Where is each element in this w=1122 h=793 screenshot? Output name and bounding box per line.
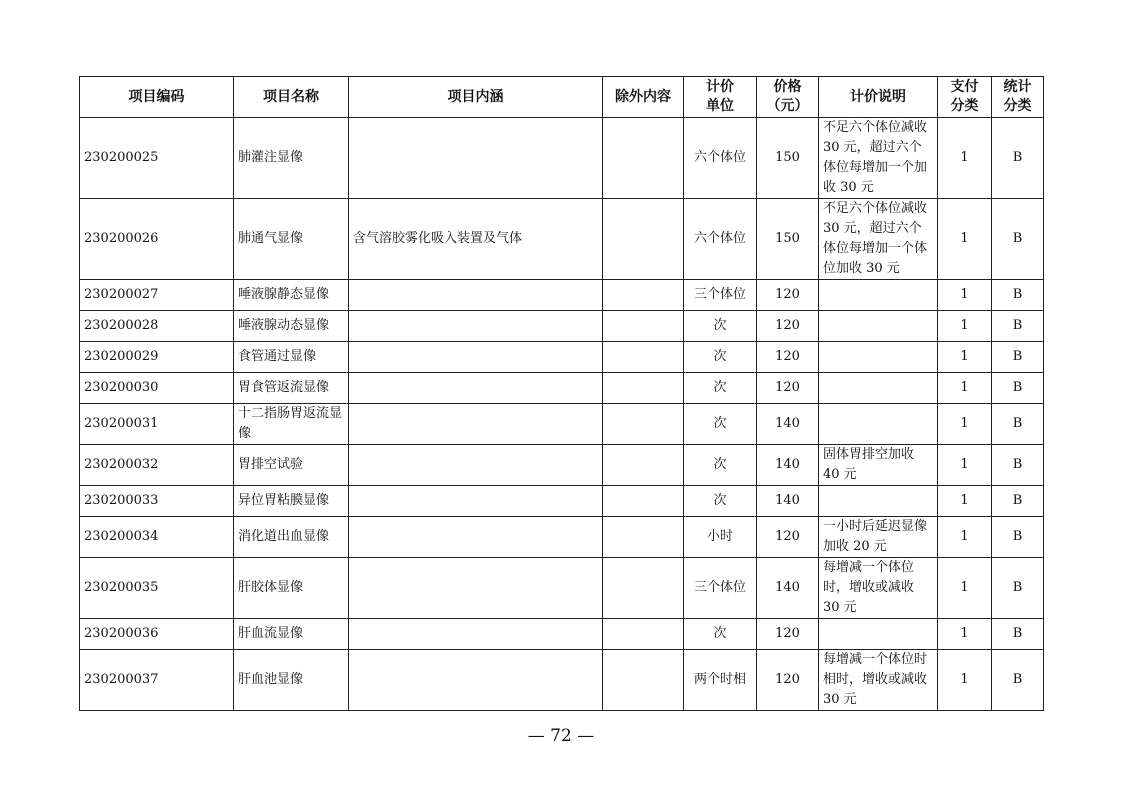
header-stat-line2: 分类 bbox=[1003, 98, 1032, 114]
header-code: 项目编码 bbox=[80, 77, 234, 118]
cell-code: 230200034 bbox=[80, 517, 234, 558]
cell-excluded bbox=[603, 280, 684, 311]
cell-name: 唾液腺动态显像 bbox=[234, 311, 349, 342]
cell-content bbox=[349, 118, 603, 199]
cell-code: 230200035 bbox=[80, 558, 234, 619]
cell-price: 120 bbox=[757, 650, 819, 711]
cell-stat: B bbox=[992, 650, 1044, 711]
header-stat bbox=[992, 77, 1044, 118]
cell-stat: B bbox=[992, 342, 1044, 373]
cell-pay: 1 bbox=[938, 445, 992, 486]
cell-excluded bbox=[603, 619, 684, 650]
cell-name: 胃食管返流显像 bbox=[234, 373, 349, 404]
header-row bbox=[80, 77, 1044, 118]
cell-unit: 次 bbox=[684, 445, 757, 486]
cell-unit: 次 bbox=[684, 373, 757, 404]
cell-code: 230200030 bbox=[80, 373, 234, 404]
cell-stat: B bbox=[992, 619, 1044, 650]
header-content: 项目内涵 bbox=[349, 77, 603, 118]
cell-name: 胃排空试验 bbox=[234, 445, 349, 486]
header-excluded: 除外内容 bbox=[603, 77, 684, 118]
cell-code: 230200025 bbox=[80, 118, 234, 199]
cell-note: 一小时后延迟显像加收 20 元 bbox=[819, 517, 938, 558]
cell-note bbox=[819, 373, 938, 404]
cell-unit: 次 bbox=[684, 311, 757, 342]
cell-price: 140 bbox=[757, 404, 819, 445]
cell-unit: 两个时相 bbox=[684, 650, 757, 711]
cell-code: 230200036 bbox=[80, 619, 234, 650]
cell-note: 每增减一个体位时相时，增收或减收 30 元 bbox=[819, 650, 938, 711]
cell-price: 120 bbox=[757, 517, 819, 558]
cell-stat: B bbox=[992, 373, 1044, 404]
cell-name: 肝血流显像 bbox=[234, 619, 349, 650]
cell-pay: 1 bbox=[938, 558, 992, 619]
table-row bbox=[80, 517, 1044, 558]
cell-excluded bbox=[603, 342, 684, 373]
cell-stat: B bbox=[992, 199, 1044, 280]
cell-pay: 1 bbox=[938, 118, 992, 199]
cell-name: 唾液腺静态显像 bbox=[234, 280, 349, 311]
cell-pay: 1 bbox=[938, 404, 992, 445]
header-pay-line2: 分类 bbox=[950, 98, 979, 114]
cell-pay: 1 bbox=[938, 199, 992, 280]
header-name: 项目名称 bbox=[234, 77, 349, 118]
cell-pay: 1 bbox=[938, 311, 992, 342]
cell-note bbox=[819, 404, 938, 445]
cell-price: 150 bbox=[757, 118, 819, 199]
cell-content bbox=[349, 558, 603, 619]
cell-note bbox=[819, 486, 938, 517]
table-row bbox=[80, 373, 1044, 404]
cell-excluded bbox=[603, 404, 684, 445]
cell-name: 肺灌注显像 bbox=[234, 118, 349, 199]
table-row bbox=[80, 342, 1044, 373]
header-note: 计价说明 bbox=[819, 77, 938, 118]
table-row bbox=[80, 280, 1044, 311]
cell-code: 230200037 bbox=[80, 650, 234, 711]
cell-code: 230200033 bbox=[80, 486, 234, 517]
cell-content bbox=[349, 311, 603, 342]
table-row bbox=[80, 311, 1044, 342]
cell-unit: 次 bbox=[684, 404, 757, 445]
cell-price: 140 bbox=[757, 486, 819, 517]
header-pay-line1: 支付 bbox=[950, 79, 979, 95]
cell-excluded bbox=[603, 650, 684, 711]
cell-content bbox=[349, 280, 603, 311]
table-row bbox=[80, 404, 1044, 445]
table-row bbox=[80, 558, 1044, 619]
cell-note: 不足六个体位减收 30 元，超过六个体位每增加一个体位加收 30 元 bbox=[819, 199, 938, 280]
cell-code: 230200026 bbox=[80, 199, 234, 280]
cell-content bbox=[349, 619, 603, 650]
cell-code: 230200029 bbox=[80, 342, 234, 373]
table-row bbox=[80, 619, 1044, 650]
cell-excluded bbox=[603, 558, 684, 619]
cell-code: 230200032 bbox=[80, 445, 234, 486]
cell-price: 150 bbox=[757, 199, 819, 280]
cell-pay: 1 bbox=[938, 342, 992, 373]
cell-price: 120 bbox=[757, 311, 819, 342]
cell-code: 230200031 bbox=[80, 404, 234, 445]
cell-content bbox=[349, 342, 603, 373]
cell-name: 十二指肠胃返流显像 bbox=[234, 404, 349, 445]
cell-stat: B bbox=[992, 311, 1044, 342]
cell-note bbox=[819, 280, 938, 311]
cell-code: 230200027 bbox=[80, 280, 234, 311]
cell-note bbox=[819, 311, 938, 342]
cell-content bbox=[349, 650, 603, 711]
cell-excluded bbox=[603, 373, 684, 404]
page-number: — 72 — bbox=[527, 726, 595, 746]
cell-unit: 三个体位 bbox=[684, 558, 757, 619]
cell-unit: 次 bbox=[684, 486, 757, 517]
cell-excluded bbox=[603, 517, 684, 558]
header-unit bbox=[684, 77, 757, 118]
cell-unit: 三个体位 bbox=[684, 280, 757, 311]
cell-pay: 1 bbox=[938, 517, 992, 558]
cell-pay: 1 bbox=[938, 619, 992, 650]
cell-stat: B bbox=[992, 404, 1044, 445]
cell-content bbox=[349, 517, 603, 558]
table-body bbox=[80, 118, 1044, 711]
cell-price: 140 bbox=[757, 445, 819, 486]
cell-stat: B bbox=[992, 558, 1044, 619]
table-row bbox=[80, 118, 1044, 199]
header-stat-line1: 统计 bbox=[1003, 79, 1032, 95]
cell-price: 120 bbox=[757, 619, 819, 650]
cell-stat: B bbox=[992, 280, 1044, 311]
cell-name: 食管通过显像 bbox=[234, 342, 349, 373]
cell-price: 120 bbox=[757, 342, 819, 373]
cell-note: 固体胃排空加收 40 元 bbox=[819, 445, 938, 486]
cell-unit: 次 bbox=[684, 619, 757, 650]
cell-pay: 1 bbox=[938, 280, 992, 311]
cell-unit: 次 bbox=[684, 342, 757, 373]
cell-excluded bbox=[603, 118, 684, 199]
cell-code: 230200028 bbox=[80, 311, 234, 342]
cell-name: 肺通气显像 bbox=[234, 199, 349, 280]
cell-excluded bbox=[603, 486, 684, 517]
cell-name: 消化道出血显像 bbox=[234, 517, 349, 558]
table-row bbox=[80, 199, 1044, 280]
cell-price: 140 bbox=[757, 558, 819, 619]
cell-stat: B bbox=[992, 445, 1044, 486]
cell-content bbox=[349, 373, 603, 404]
table-row bbox=[80, 486, 1044, 517]
cell-note bbox=[819, 342, 938, 373]
cell-unit: 六个体位 bbox=[684, 118, 757, 199]
cell-stat: B bbox=[992, 486, 1044, 517]
cell-note: 不足六个体位减收 30 元，超过六个体位每增加一个加收 30 元 bbox=[819, 118, 938, 199]
header-price bbox=[757, 77, 819, 118]
header-unit-line1: 计价 bbox=[706, 79, 734, 95]
cell-price: 120 bbox=[757, 280, 819, 311]
cell-unit: 六个体位 bbox=[684, 199, 757, 280]
fee-schedule-table bbox=[79, 76, 1044, 711]
table-row bbox=[80, 650, 1044, 711]
header-price-line2: （元） bbox=[766, 98, 809, 114]
cell-pay: 1 bbox=[938, 650, 992, 711]
cell-excluded bbox=[603, 199, 684, 280]
cell-name: 肝胶体显像 bbox=[234, 558, 349, 619]
cell-excluded bbox=[603, 311, 684, 342]
cell-name: 异位胃粘膜显像 bbox=[234, 486, 349, 517]
cell-excluded bbox=[603, 445, 684, 486]
table-row bbox=[80, 445, 1044, 486]
cell-stat: B bbox=[992, 517, 1044, 558]
cell-stat: B bbox=[992, 118, 1044, 199]
header-unit-line2: 单位 bbox=[706, 98, 734, 114]
cell-pay: 1 bbox=[938, 486, 992, 517]
cell-note: 每增减一个体位时，增收或减收 30 元 bbox=[819, 558, 938, 619]
cell-name: 肝血池显像 bbox=[234, 650, 349, 711]
cell-content bbox=[349, 445, 603, 486]
cell-content: 含气溶胶雾化吸入装置及气体 bbox=[349, 199, 603, 280]
cell-pay: 1 bbox=[938, 373, 992, 404]
cell-note bbox=[819, 619, 938, 650]
header-pay bbox=[938, 77, 992, 118]
cell-price: 120 bbox=[757, 373, 819, 404]
cell-unit: 小时 bbox=[684, 517, 757, 558]
cell-content bbox=[349, 486, 603, 517]
cell-content bbox=[349, 404, 603, 445]
header-price-line1: 价格 bbox=[773, 79, 802, 95]
